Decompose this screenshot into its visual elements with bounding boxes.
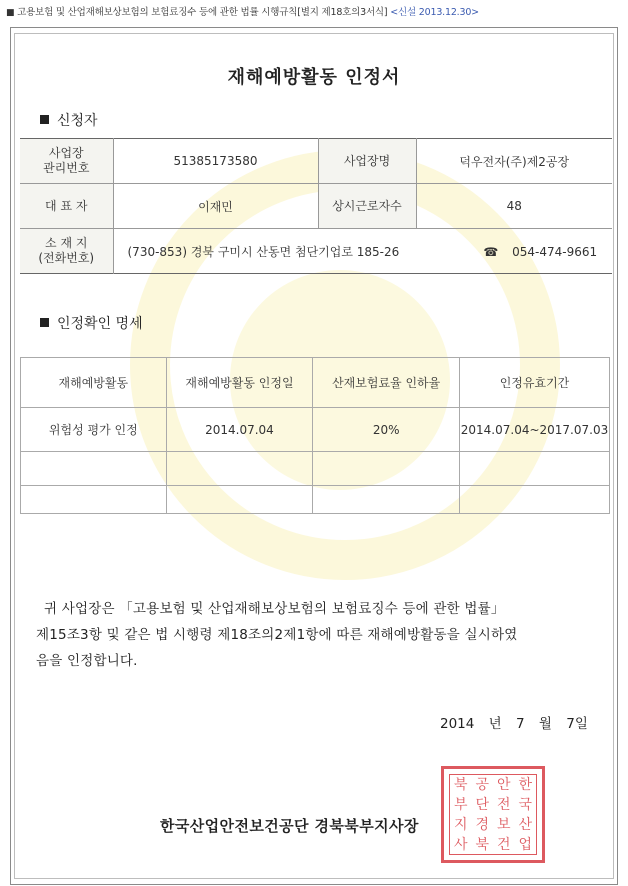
statement-line: 귀 사업장은 「고용보험 및 산업재해보상보험의 보험료징수 등에 관한 법률」	[44, 601, 505, 617]
square-bullet-icon: ■	[6, 8, 15, 18]
table-cell	[166, 486, 313, 514]
table-cell	[166, 452, 313, 486]
seal-character: 한	[518, 777, 533, 793]
date-month: 7	[516, 716, 525, 732]
seal-character: 경	[475, 817, 490, 833]
table-cell	[459, 452, 609, 486]
statement-line: 음을 인정합니다.	[36, 653, 138, 669]
table-row	[21, 486, 610, 514]
square-bullet-icon	[40, 318, 49, 327]
value-workplace-no: 51385173580	[113, 139, 318, 184]
column-header: 인정유효기간	[459, 358, 609, 408]
label-workplace-name: 사업장명	[318, 139, 416, 184]
label-employee-count: 상시근로자수	[318, 184, 416, 229]
seal-character: 지	[453, 817, 468, 833]
phone-icon: ☎	[483, 244, 499, 259]
value-address-cell	[113, 229, 612, 274]
seal-character: 국	[518, 797, 533, 813]
seal-character: 단	[475, 797, 490, 813]
date-year: 2014	[440, 716, 475, 732]
table-cell: 위험성 평가 인정	[21, 408, 167, 452]
value-address: (730-853) 경북 구미시 산동면 첨단기업로 185-26	[127, 244, 400, 259]
label-representative: 대 표 자	[20, 184, 113, 229]
value-workplace-name: 덕우전자(주)제2공장	[416, 139, 612, 184]
table-cell: 2014.07.04~2017.07.03	[459, 408, 609, 452]
table-cell	[313, 486, 460, 514]
form-reference-text: 고용보험 및 산업재해보상보험의 보험료징수 등에 관한 법률 시행규칙[별지 제18호의3서식]	[17, 7, 388, 18]
date-day: 7일	[566, 716, 588, 732]
certification-statement	[36, 596, 606, 674]
seal-character-grid	[449, 774, 537, 855]
table-cell	[459, 486, 609, 514]
square-bullet-icon	[40, 115, 49, 124]
column-header: 재해예방활동	[21, 358, 167, 408]
seal-character: 부	[453, 797, 468, 813]
table-cell	[21, 452, 167, 486]
seal-character: 공	[475, 777, 490, 793]
document-title: 재해예방활동 인정서	[227, 67, 401, 88]
table-row	[21, 408, 610, 452]
section-heading-applicant: 신청자	[40, 110, 98, 130]
issue-date	[440, 712, 598, 732]
official-seal-stamp	[441, 766, 545, 863]
applicant-table	[20, 138, 612, 274]
seal-character: 산	[518, 817, 533, 833]
date-month-unit: 월	[538, 716, 552, 732]
seal-character: 북	[475, 837, 490, 853]
seal-character: 북	[453, 777, 468, 793]
seal-character: 건	[496, 837, 511, 853]
table-cell	[21, 486, 167, 514]
seal-character: 안	[496, 777, 511, 793]
value-phone: 054-474-9661	[512, 244, 598, 259]
label-workplace-no: 사업장 관리번호	[20, 139, 113, 184]
seal-character: 전	[496, 797, 511, 813]
value-employee-count: 48	[416, 184, 612, 229]
date-year-unit: 년	[488, 716, 502, 732]
issuer-name: 한국산업안전보건공단 경북북부지사장	[160, 817, 419, 835]
table-row	[20, 229, 612, 274]
table-cell	[313, 452, 460, 486]
table-header-row	[21, 358, 610, 408]
table-row	[20, 139, 612, 184]
column-header: 산재보험료율 인하율	[313, 358, 460, 408]
statement-line: 제15조3항 및 같은 법 시행령 제18조의2제1항에 따른 재해예방활동을 실시하였	[36, 627, 518, 643]
certification-details-table	[20, 357, 610, 514]
table-row	[20, 184, 612, 229]
seal-character: 보	[496, 817, 511, 833]
form-reference-line	[6, 4, 622, 18]
table-cell: 20%	[313, 408, 460, 452]
value-representative: 이재민	[113, 184, 318, 229]
table-cell: 2014.07.04	[166, 408, 313, 452]
section-heading-details: 인정확인 명세	[40, 313, 143, 333]
column-header: 재해예방활동 인정일	[166, 358, 313, 408]
form-revision-note: <신설 2013.12.30>	[390, 7, 479, 18]
label-address: 소 재 지 (전화번호)	[20, 229, 113, 274]
seal-character: 업	[518, 837, 533, 853]
table-row	[21, 452, 610, 486]
seal-character: 사	[453, 837, 468, 853]
